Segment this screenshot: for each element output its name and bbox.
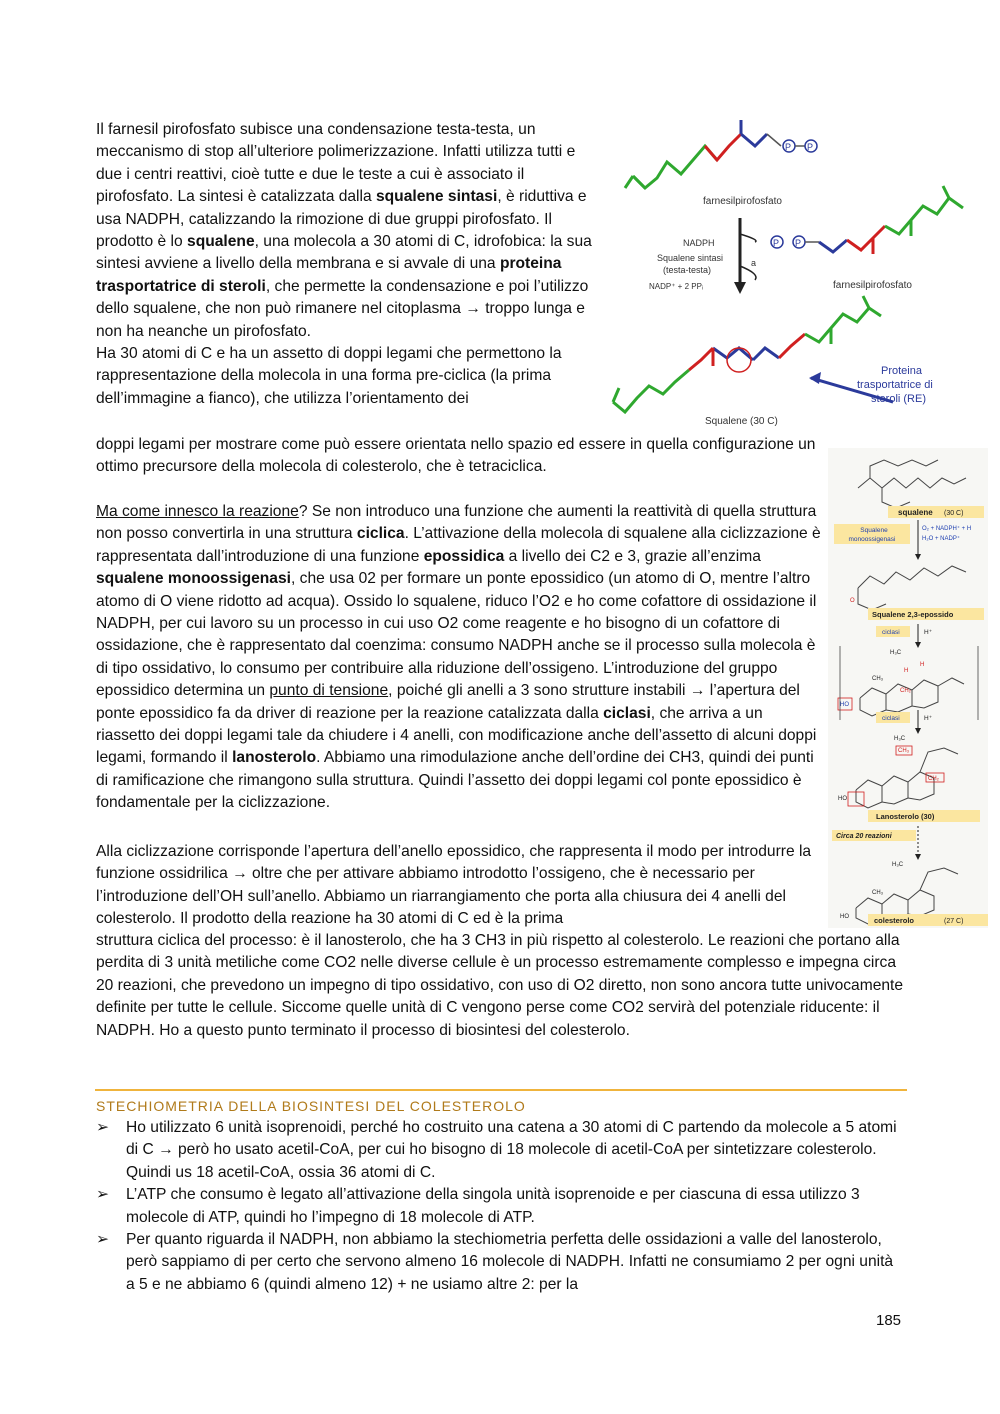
paragraph-lanosterol: struttura ciclica del processo: è il lanosterolo, che ha 3 CH3 in più rispetto al colesterolo. Le reazioni che portano alla perdita di 3 unità metiliche come CO2 nelle diverse cellule è un processo estremamente complesso e impegna circa 20 reazioni, che prevedono un impegno di tipo ossidativo, con uso di O2 diretto, non sono ancora tutte univocamente definite per tutte le cellule. Siccome quelle unità di C vengono perse come CO2 servirà del potenziale riducente: il NADPH. Ho a questo punto terminato il processo di biosintesi del colesterolo. (96, 932, 904, 1039)
text-run: , che arriva a un riassetto dei doppi legami tale da chiudere i 4 anelli, con modificazione anche dell’assetto di alcuni doppi legami, formando il (96, 704, 817, 767)
ch3-label: CH₃ (872, 676, 884, 682)
underlined-phrase: punto di tensione (269, 682, 389, 700)
bullet-arrow-icon: ➢ (96, 1231, 110, 1249)
list-item (96, 1229, 906, 1296)
farnesyl-label-right: farnesilpirofosfato (833, 280, 912, 291)
farnesyl-label-top: farnesilpirofosfato (703, 196, 782, 207)
h3c-label-2: H₃C (894, 736, 906, 742)
text-run: Il farnesil pirofosfato subisce una condensazione testa-testa, un meccanismo di stop all’ulteriore polimerizzazione. Infatti utilizza tutti e due i centri reattivi, cioè tutte e due le teste a cui è associato il pirofosfato. La sintesi è catalizzata dalla (96, 121, 576, 206)
h-label: H (920, 662, 925, 668)
bold-term: lanosterolo (232, 749, 317, 767)
text-run: , che usa 02 per formare un ponte epossidico (un atomo di O, mentre l’altro atomo di O viene ridotto ad acqua). Ossido lo squalene, riduco l’O2 e ho come cofattore di ossidazione il NADPH, per cui lavoro su un processo in cui uso O2 come reagente e ho bisogno di un cofattore di ossidazione, che è rappresentato dal coenzima: consumo NADPH anche se il processo sulla molecola è di tipo ossidativo, lo consumo per contribuire alla riduzione dell’ossigeno. L’introduzione del gruppo epossidico determina un (96, 570, 817, 700)
squalene-chain (613, 370, 689, 412)
enzyme-label: Squalene sintasi (657, 253, 724, 263)
bold-term: ciclica (356, 525, 405, 543)
cholesterol-label: colesterolo (874, 916, 915, 925)
underlined-phrase: Ma come innesco la reazione (96, 503, 299, 520)
text-run: . L’attivazione della molecola di squalene alla ciclizzazione è rappresentata dall’introduzione di una funzione (96, 525, 821, 565)
h3c-label: H₃C (890, 650, 902, 656)
bold-term: squalene sintasi (375, 188, 498, 206)
ho-label-3: HO (840, 914, 849, 920)
bold-term: proteina trasportatrice di steroli (96, 255, 562, 295)
nadph-label: NADPH (683, 238, 715, 248)
text-run: ? Se non introduco una funzione che aumenti la reattività di quella struttura non posso convertirla in una struttura (96, 503, 817, 543)
bullet-arrow-icon: ➢ (96, 1186, 110, 1204)
text-run: , che permette la condensazione e poi l’utilizzo dello squalene, che non può rimanere nel citoplasma → troppo lunga e non ha neanche un pirofosfato. (96, 277, 589, 340)
phosphate-label: P (795, 238, 802, 248)
figure-squalene-synthesis (605, 116, 980, 436)
phosphate-label: P (807, 142, 814, 152)
list-item-text: Per quanto riguarda il NADPH, non abbiamo la stechiometria perfetta delle ossidazioni a valle del lanosterolo, però sappiamo di per certo che servono almeno 16 molecole di NADPH. Infatti ne consumiamo 2 per ogni unità a 5 e ne abbiamo 6 (quindi almeno 12) + ne usiamo altre 2: per la (126, 1231, 894, 1293)
page-number: 185 (876, 1312, 902, 1329)
paragraph-squalene-orientation: doppi legami per mostrare come può essere orientata nello spazio ed essere in quella configurazione un ottimo precursore della molecola di colesterolo, che è tetraciclica. (96, 436, 816, 476)
squalene-label: squalene (898, 508, 933, 517)
h3c-label-3: H₃C (892, 862, 904, 868)
bullet-arrow-icon: ➢ (96, 1119, 110, 1136)
bold-term: ciclasi (603, 704, 651, 722)
protein-label-3: steroli (RE) (871, 393, 927, 405)
ch2-label: CH₂ (900, 688, 911, 694)
phosphate-label: P (773, 238, 780, 248)
cofactor-label-2: H₂O + NADP⁺ (922, 536, 961, 542)
lanosterol-label: Lanosterolo (30) (876, 812, 935, 821)
stoichiometry-list (96, 1117, 906, 1296)
text-run: , una molecola a 30 atomi di C, idrofobica: la sua sintesi avviene a livello della membrana e si avvale di una (96, 233, 592, 273)
oxygen-label: O (850, 598, 855, 604)
cholesterol-c-label: (27 C) (944, 918, 964, 925)
squalene-c-label: (30 C) (944, 510, 964, 517)
section-title: STECHIOMETRIA DELLA BIOSINTESI DEL COLESTEROLO (96, 1098, 526, 1114)
bold-term: squalene monoossigenasi (96, 570, 291, 588)
paragraph-epoxide-opening: Alla ciclizzazione corrisponde l’apertura dell’anello epossidico, che rappresenta il modo per introdurre la funzione ossidrilica → oltre che per attivare abbiamo introdotto l’ossigeno, che è necessario per l’introduzione dell’OH sull’anello. Abbiamo un riarrangiamento che porta alla chiusura dei 4 anelli del colesterolo. Il prodotto della reazione ha 30 atomi di C ed è la prima (96, 843, 812, 928)
protein-label-1: Proteina (881, 365, 922, 377)
monooxygenase-label: Squalene (860, 527, 888, 534)
farnesyl-chain-right (819, 240, 847, 252)
figure-cholesterol-pathway (828, 448, 988, 928)
ho-label-2: HO (838, 796, 847, 802)
phosphate-label: P (785, 142, 792, 152)
h-label: H (904, 668, 909, 674)
epoxide-label: Squalene 2,3-epossido (872, 610, 954, 619)
nadp-label: NADP⁺ + 2 PPᵢ (649, 282, 704, 291)
condensation-highlight (727, 348, 751, 372)
ch2-label-2: CH₂ (928, 776, 939, 782)
list-item-text: L’ATP che consumo è legato all’attivazione della singola unità isoprenoide e per ciascuna di essa utilizzo 3 molecole di ATP, quindi ho l’impegno di 18 molecole di ATP. (126, 1186, 860, 1226)
ch3-label-2: CH₃ (898, 748, 910, 754)
paragraph-squalene-synthesis (96, 119, 596, 410)
reaction-count-label: Circa 20 reazioni (836, 833, 892, 840)
text-run: a livello dei C2 e 3, grazie all’enzima (504, 547, 761, 565)
ch3-label-3: CH₃ (872, 890, 884, 896)
section-divider (95, 1089, 907, 1091)
bold-term: squalene (187, 233, 255, 251)
bold-term: epossidica (423, 547, 505, 565)
list-item-text: Ho utilizzato 6 unità isoprenoidi, perché ho costruito una catena a 30 atomi di C partendo da molecole a 5 atomi di C → però ho usato acetil-CoA, per cui ho bisogno di 18 molecole di acetil-CoA per sintetizzare colesterolo. Quindi us 18 acetil-CoA, ossia 36 atomi di C. (126, 1119, 897, 1181)
step-label: a (751, 258, 757, 268)
text-run: , poiché gli anelli a 3 sono strutture instabili → l’apertura del ponte epossidico fa da driver di reazione per la reazione catalizzata dalla (96, 682, 800, 722)
squalene-label: Squalene (30 C) (705, 416, 778, 427)
farnesyl-chain-top (633, 146, 717, 188)
protein-label-2: trasportatrice di (857, 379, 933, 391)
proton-label-2: H⁺ (924, 715, 933, 722)
list-item (96, 1184, 906, 1229)
cyclase-label-1: ciclasi (882, 629, 900, 636)
text-run: . Abbiamo una rimodulazione anche dell’ordine dei CH3, quindi dei punti di ramificazione che rimangono sulla struttura. Quindi l’assetto dei doppi legami col ponte epossidico è fondamentale per la ciclizzazione. (96, 749, 814, 812)
enzyme-label-2: (testa-testa) (663, 265, 712, 275)
text-run: Ha 30 atomi di C e ha un assetto di doppi legami che permettono la rappresentazione della molecola in una forma pre-ciclica (la prima dell’immagine a fianco), che utilizza l’orientamento dei (96, 345, 562, 407)
proton-label-1: H⁺ (924, 629, 933, 636)
monooxygenase-label-2: monoossigenasi (848, 536, 896, 543)
cyclase-label-2: ciclasi (882, 715, 900, 722)
list-item (96, 1117, 906, 1184)
paragraph-cyclization (96, 501, 821, 815)
text-run: , è riduttiva e usa NADPH, catalizzando la rimozione di due gruppi pirofosfato. Il prodotto è lo (96, 188, 587, 251)
cofactor-label-1: O₂ + NADPH⁺ + H (922, 526, 972, 532)
ho-label: HO (840, 702, 849, 708)
